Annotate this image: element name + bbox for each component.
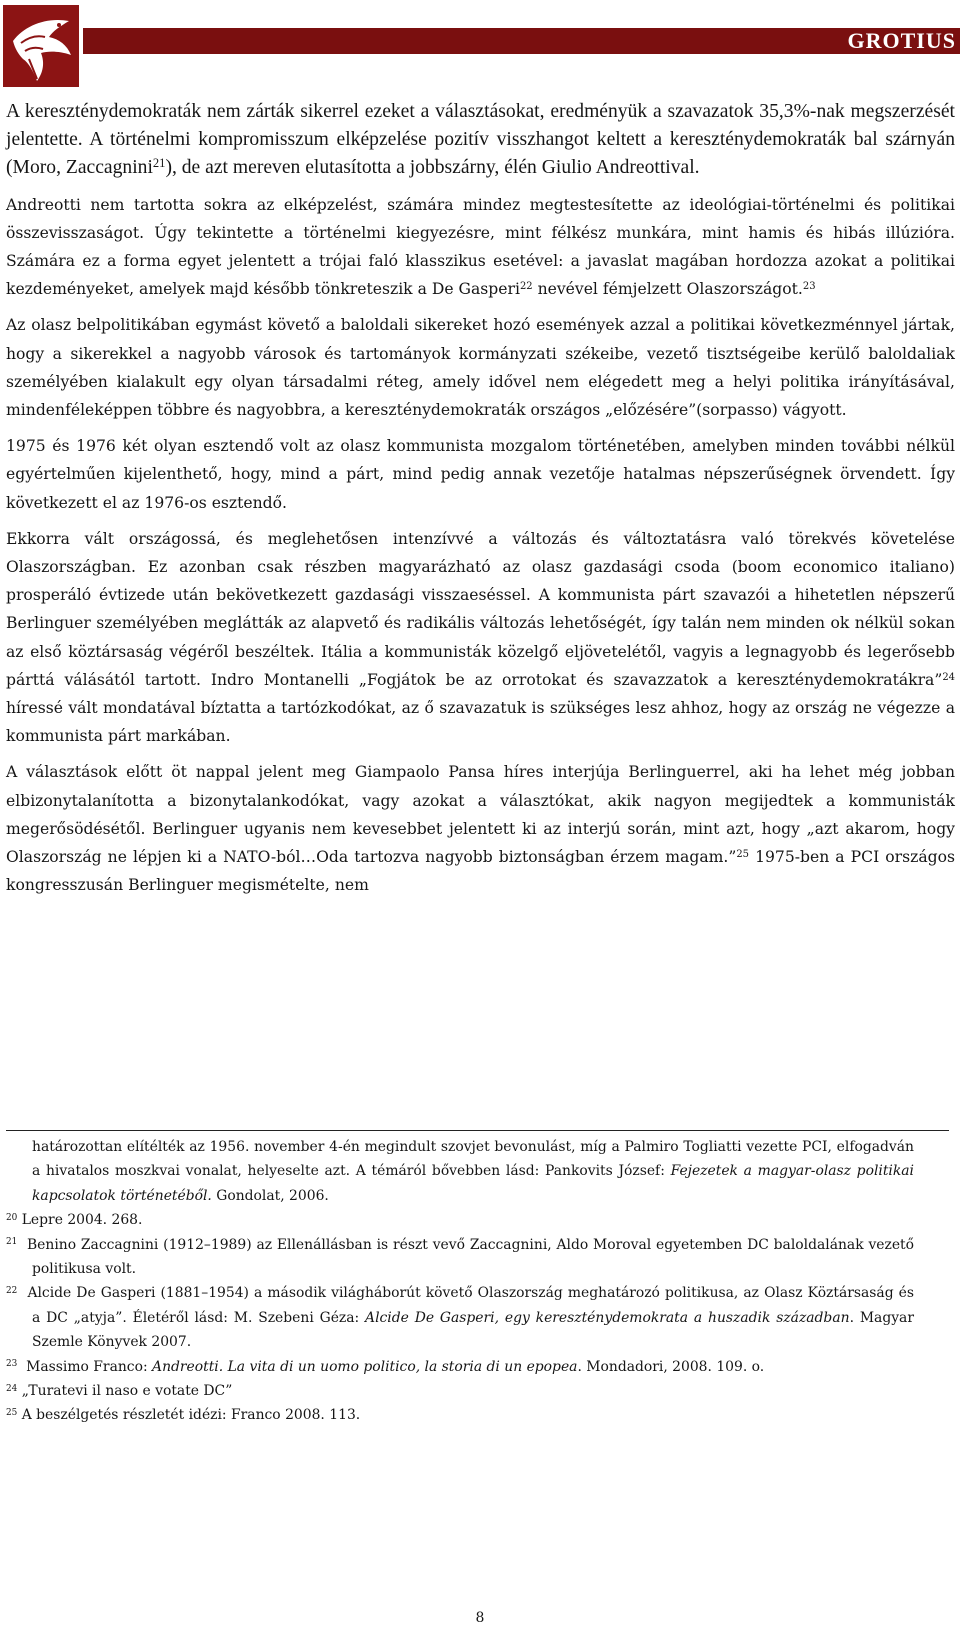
footnote-continuation <box>6 1135 914 1208</box>
text-run: A választások előtt öt nappal jelent meg Giampaolo Pansa híres interjúja Berlinguerrel, aki ha lehet még jobban elbizonytalanította a bizonytalankodókat, vagy azokat a választókat, akik nagyon megijedtek a kommunisták megerősödésétől. Berlinguer ugyanis nem kevesebbet jelentett ki az interjú során, mint azt, hogy „azt akarom, hogy Olaszország ne lépjen ki a NATO-ból…Oda tartozva nagyobb biztonságban érzem magam.” <box>6 763 955 867</box>
text-run: határozottan elítélték az 1956. november 4-én megindult szovjet bevonulást, míg a Palmiro Togliatti vezette PCI, elfogadván a hivatalos moszkvai vonalat, helyeselte azt. A témáról bővebben lásd: Pankovits József: <box>32 1139 914 1180</box>
text-run: híressé vált mondatával bíztatta a tartózkodókat, az ő szavazatuk is szükséges lesz ahhoz, hogy az ország ne végezze a kommunista párt markában. <box>6 699 955 746</box>
text-run: A beszélgetés részletét idézi: Franco 2008. 113. <box>17 1407 361 1424</box>
text-run: nevével fémjelzett Olaszországot. <box>532 280 803 299</box>
text-run: A kereszténydemokraták nem zárták sikerrel ezeket a választásokat, eredményük a szavazatok 35,3%-nak megszerzését jelentette. A történelmi kompromisszum elképzelése pozitív visszhangot keltett a kereszténydemokraták bal szárnyán (Moro, Zaccagnini <box>6 101 955 179</box>
bird-emblem-icon <box>3 5 79 87</box>
footnote-divider <box>6 1130 949 1131</box>
text-run: Alcide De Gasperi (1881–1954) a második világháborút követő Olaszország meghatározó politikusa, az Olasz Köztársaság és a DC „atyja”. Életéről lásd: M. Szebeni Géza: <box>27 1285 914 1326</box>
text-run: Lepre 2004. 268. <box>17 1212 143 1229</box>
text-run: „Turatevi il naso e votate DC” <box>21 1383 233 1400</box>
footnote-22 <box>6 1281 914 1354</box>
page-number: 8 <box>475 1610 485 1626</box>
journal-title: GROTIUS <box>847 28 956 53</box>
footnote-number: 24 <box>6 1383 18 1394</box>
main-text <box>6 98 955 907</box>
text-run: ), de azt mereven elutasította a jobbszárny, élén Giulio Andreottival. <box>165 157 700 179</box>
footnotes <box>6 1135 914 1428</box>
footnote-number: 22 <box>6 1286 18 1296</box>
book-title: Andreotti. La vita di un uomo politico, la storia di un epopea <box>152 1358 578 1375</box>
book-title: Alcide De Gasperi, egy kereszténydemokrata a huszadik században <box>365 1309 850 1326</box>
paragraph-2 <box>6 191 955 304</box>
text-run: Massimo Franco: <box>26 1358 153 1375</box>
footnote-number: 23 <box>6 1359 18 1370</box>
text-run: Gondolat, 2006. <box>211 1187 329 1204</box>
paragraph-5 <box>6 525 955 751</box>
footnote-23 <box>6 1355 914 1379</box>
footnote-25 <box>6 1403 914 1427</box>
paragraph-4: 1975 és 1976 két olyan esztendő volt az olasz kommunista mozgalom történetében, amelyben minden további nélkül egyértelműen kijelenthető, hogy, mind a párt, mind pedig annak vezetője hatalmas népszerűségnek örvendett. Így következett el az 1976-os esztendő. <box>6 437 955 512</box>
text-run: Benino Zaccagnini (1912–1989) az Ellenállásban is részt vevő Zaccagnini, Aldo Moroval egyetemben DC baloldalának vezető politikusa volt. <box>26 1236 914 1278</box>
footnote-number: 20 <box>6 1212 18 1223</box>
paragraph-6 <box>6 758 955 899</box>
text-run: . Mondadori, 2008. 109. o. <box>577 1358 765 1375</box>
footnote-ref[interactable]: 23 <box>802 281 816 293</box>
book-title: Fejezetek a magyar-olasz politikai kapcsolatok történetéből. <box>32 1163 914 1204</box>
footnote-24 <box>6 1379 914 1403</box>
footnote-21 <box>6 1233 914 1282</box>
footnote-ref[interactable]: 22 <box>519 281 533 293</box>
text-run: 1975-ben a PCI országos kongresszusán Berlinguer megismételte, nem <box>6 848 955 895</box>
text-run: Andreotti nem tartotta sokra az elképzelést, számára mindez megtestesítette az ideológiai-történelmi és politikai összevisszaságot. Úgy tekintette a történelmi kiegyezésre, mint félkész munkára, mint hamis és hibás illúzióra. Számára ez a forma egyet jelentett a trójai faló klasszikus esetével: a javaslat magában hordozza azokat a politikai kezdeményeket, amelyek majd később tönkreteszik a De Gasperi <box>6 195 955 299</box>
footnote-number: 25 <box>6 1408 18 1419</box>
paragraph-1 <box>6 98 955 183</box>
header-banner <box>83 28 960 54</box>
paragraph-3: Az olasz belpolitikában egymást követő a baloldali sikereket hozó események azzal a politikai következménnyel jártak, hogy a sikerekkel a nagyobb városok és tartományok kormányzati székeibe, vezető tisztségeibe kerülő baloldaliak személyében kialakult egy olyan társadalmi réteg, amely idővel nem elégedett meg a helyi politika irányításával, mindenféleképpen többre és nagyobbra, a kereszténydemokraták országos „előzésére”(sorpasso) vágyott. <box>6 316 955 420</box>
footnote-ref[interactable]: 24 <box>942 671 955 683</box>
text-run: Ekkorra vált országossá, és meglehetősen intenzívvé a változás és változtatásra való törekvés követelése Olaszországban. Ez azonban csak részben magyarázható az olasz gazdasági csoda (boom economico italiano) prosperáló évtizede után bekövetkezett gazdasági visszaeséssel. A kommunista párt szavazói a hihetetlen népszerű Berlinguer személyében meglátták az alapvető és radikális változás lehetőségét, így talán nem minden ok nélkül sokan az első köztársaság végéről beszéltek. Itália a kommunisták közelgő eljövetelétől, vagyis a legnagyobb és legerősebb párttá válásától tartott. Indro Montanelli „Fogjátok be az orrotokat és szavazzatok a kereszténydemokratákra” <box>6 529 955 689</box>
publisher-logo <box>3 5 79 87</box>
footnote-ref[interactable]: 25 <box>736 849 750 861</box>
text-run: . Magyar Szemle Könyvek 2007. <box>32 1309 914 1351</box>
footnote-20 <box>6 1208 914 1232</box>
footnote-ref[interactable]: 21 <box>152 156 166 171</box>
footnote-number: 21 <box>6 1237 18 1248</box>
